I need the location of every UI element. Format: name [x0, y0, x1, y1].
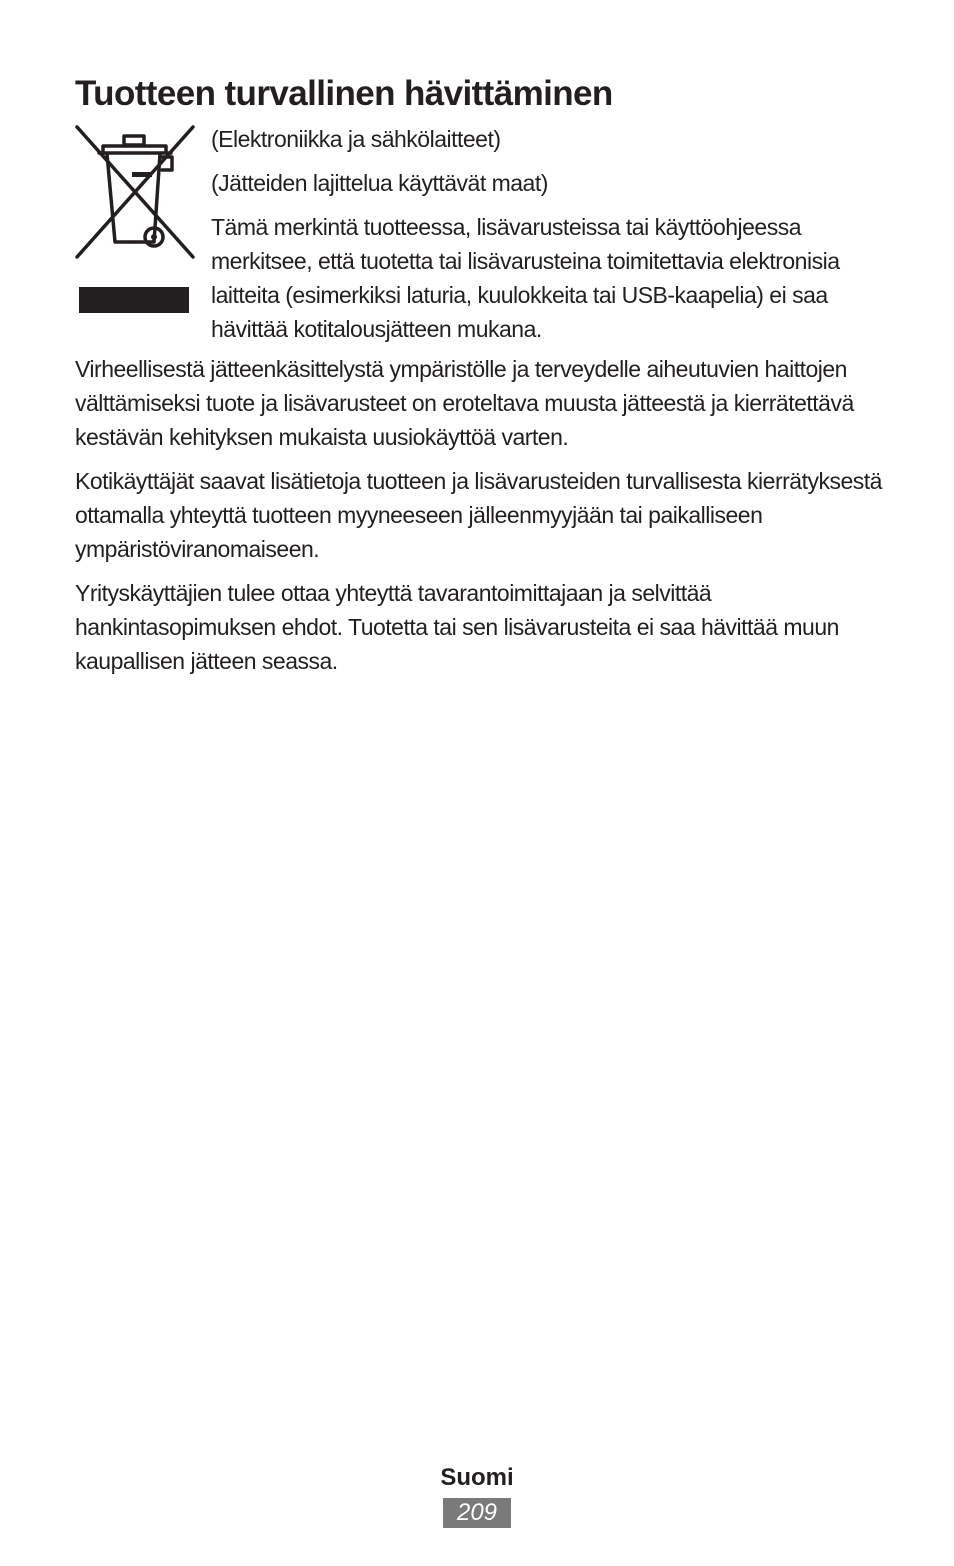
crossed-out-wheelie-bin-icon: [74, 124, 196, 316]
page-footer: [0, 1462, 954, 1528]
business-users-paragraph: Yrityskäyttäjien tulee ottaa yhteyttä tavarantoimittajaan ja selvittää hankintasopimuksen ehdot. Tuotetta tai sen lisävarusteita ei saa hävittää muun kaupallisen jätteen seassa.: [75, 580, 839, 674]
page-title: Tuotteen turvallinen hävittäminen: [75, 74, 613, 113]
home-users-paragraph: Kotikäyttäjät saavat lisätietoja tuotteen ja lisävarusteiden turvallisesta kierrätyksestä ottamalla yhteyttä tuotteen myyneeseen jälleenmyyjään tai paikalliseen ympäristöviranomaiseen.: [75, 468, 882, 562]
environment-paragraph: Virheellisestä jätteenkäsittelystä ympäristölle ja terveydelle aiheutuvien haittojen välttämiseksi tuote ja lisävarusteet on eroteltava muusta jätteestä ja kierrätettävä kestävän kehityksen mukaista uusiokäyttöä varten.: [75, 356, 854, 450]
marking-explanation-paragraph: Tämä merkintä tuotteessa, lisävarusteissa tai käyttöohjeessa merkitsee, että tuotetta tai lisävarusteina toimitettavia elektronisia laitteita (esimerkiksi laturia, kuulokkeita tai USB-kaapelia) ei saa hävittää kotitalousjätteen mukana.: [211, 214, 840, 342]
footer-language: Suomi: [440, 1464, 514, 1491]
page-number: 209: [443, 1498, 511, 1528]
country-scope-line: (Jätteiden lajittelua käyttävät maat): [211, 170, 548, 196]
category-line: (Elektroniikka ja sähkölaitteet): [211, 126, 501, 152]
intro-text-block: [211, 122, 881, 346]
body-text: [75, 352, 885, 688]
